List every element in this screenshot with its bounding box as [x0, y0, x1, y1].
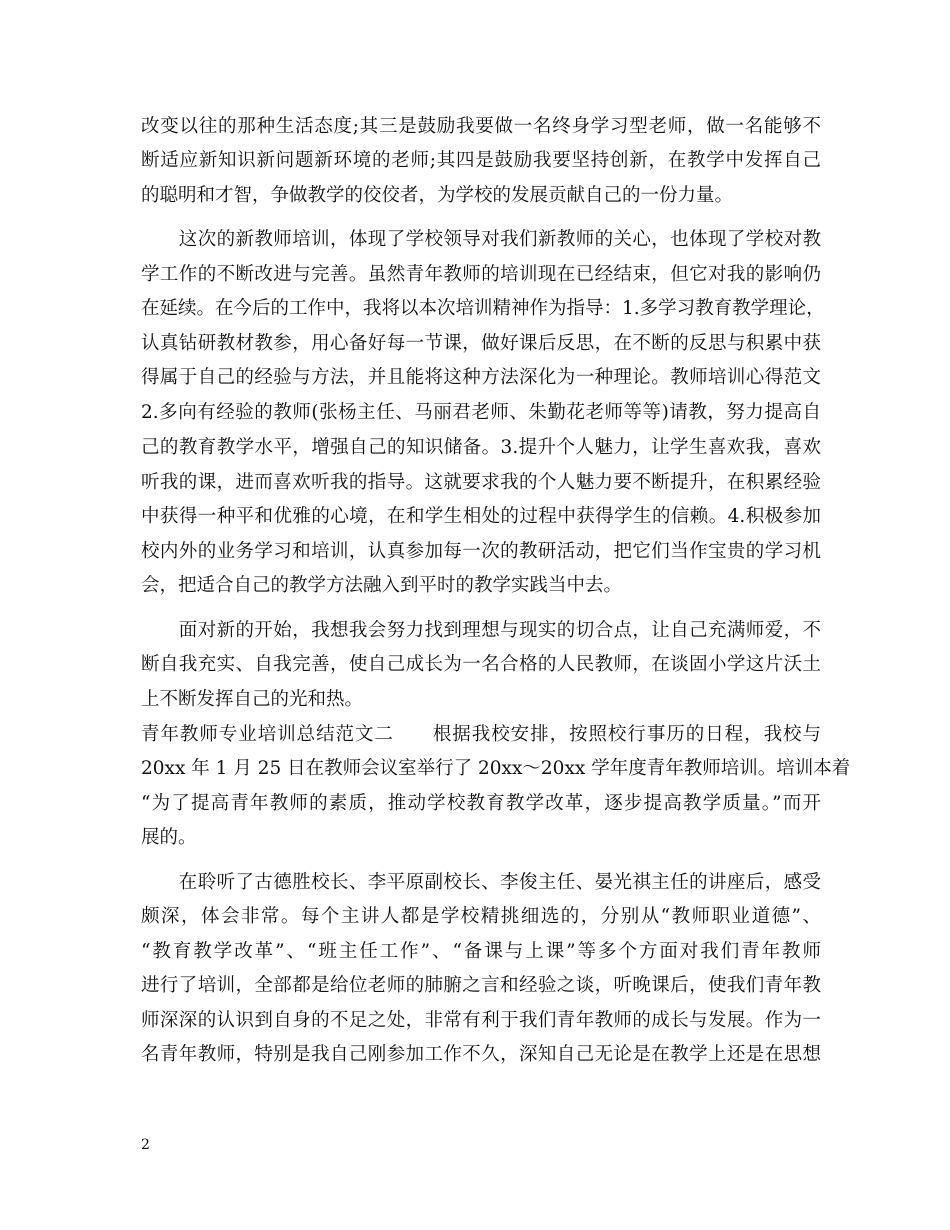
text-line: 己的教育教学水平，增强自己的知识储备。3.提升个人魅力，让学生喜欢我，喜欢	[141, 437, 821, 458]
text-line: 中获得一种平和优雅的心境，在和学生相处的过程中获得学生的信赖。4.积极参加	[141, 506, 821, 527]
text-line: “教育教学改革”、“班主任工作”、“备课与上课”等多个方面对我们青年教师	[141, 941, 821, 962]
text-line: 展的。	[141, 827, 197, 848]
text-line: 上不断发挥自己的光和热。	[141, 689, 364, 710]
text-line: 青年教师专业培训总结范文二 根据我校安排，按照校行事历的日程，我校与	[141, 724, 821, 745]
text-line: 校内外的业务学习和培训，认真参加每一次的教研活动，把它们当作宝贵的学习机	[141, 541, 821, 562]
text-line: 进行了培训，全部都是给位老师的肺腑之言和经验之谈，听晚课后，使我们青年教	[141, 975, 821, 996]
text-line: 在聆听了古德胜校长、李平原副校长、李俊主任、晏光祺主任的讲座后，感受	[141, 872, 821, 893]
text-line: 会，把适合自己的教学方法融入到平时的教学实践当中去。	[141, 575, 623, 596]
text-line: 颇深，体会非常。每个主讲人都是学校精挑细选的，分别从“教师职业道德”、	[141, 906, 821, 927]
text-line: 听我的课，进而喜欢听我的指导。这就要求我的个人魅力要不断提升，在积累经验	[141, 472, 821, 493]
page-number: 2	[141, 1137, 150, 1153]
text-line: 断自我充实、自我完善，使自己成长为一名合格的人民教师，在谈固小学这片沃土	[141, 654, 821, 675]
text-line: 断适应新知识新问题新环境的老师;其四是鼓励我要坚持创新，在教学中发挥自己	[141, 150, 821, 171]
text-line: 的聪明和才智，争做教学的佼佼者，为学校的发展贡献自己的一份力量。	[141, 185, 734, 206]
text-line: 认真钻研教材教参，用心备好每一节课，做好课后反思，在不断的反思与积累中获	[141, 333, 821, 354]
text-line: 得属于自己的经验与方法，并且能将这种方法深化为一种理论。教师培训心得范文	[141, 367, 821, 388]
text-line: 师深深的认识到自身的不足之处，非常有利于我们青年教师的成长与发展。作为一	[141, 1010, 821, 1031]
text-line: 这次的新教师培训，体现了学校领导对我们新教师的关心，也体现了学校对教	[141, 229, 821, 250]
text-line: “为了提高青年教师的素质，推动学校教育教学改革，逐步提高教学质量。”而开	[141, 793, 821, 814]
text-line: 学工作的不断改进与完善。虽然青年教师的培训现在已经结束，但它对我的影响仍	[141, 264, 821, 285]
text-line: 改变以往的那种生活态度;其三是鼓励我要做一名终身学习型老师，做一名能够不	[141, 116, 821, 137]
text-line: 2.多向有经验的教师(张杨主任、马丽君老师、朱勤花老师等等)请教，努力提高自	[141, 402, 821, 423]
text-line: 20xx 年 1 月 25 日在教师会议室举行了 20xx～20xx 学年度青年教师培训。培训本着	[141, 758, 851, 779]
text-line: 名青年教师，特别是我自己刚参加工作不久，深知自己无论是在教学上还是在思想	[141, 1044, 821, 1065]
text-line: 在延续。在今后的工作中，我将以本次培训精神作为指导：1.多学习教育教学理论，	[141, 298, 825, 319]
text-line: 面对新的开始，我想我会努力找到理想与现实的切合点，让自己充满师爱，不	[141, 620, 821, 641]
